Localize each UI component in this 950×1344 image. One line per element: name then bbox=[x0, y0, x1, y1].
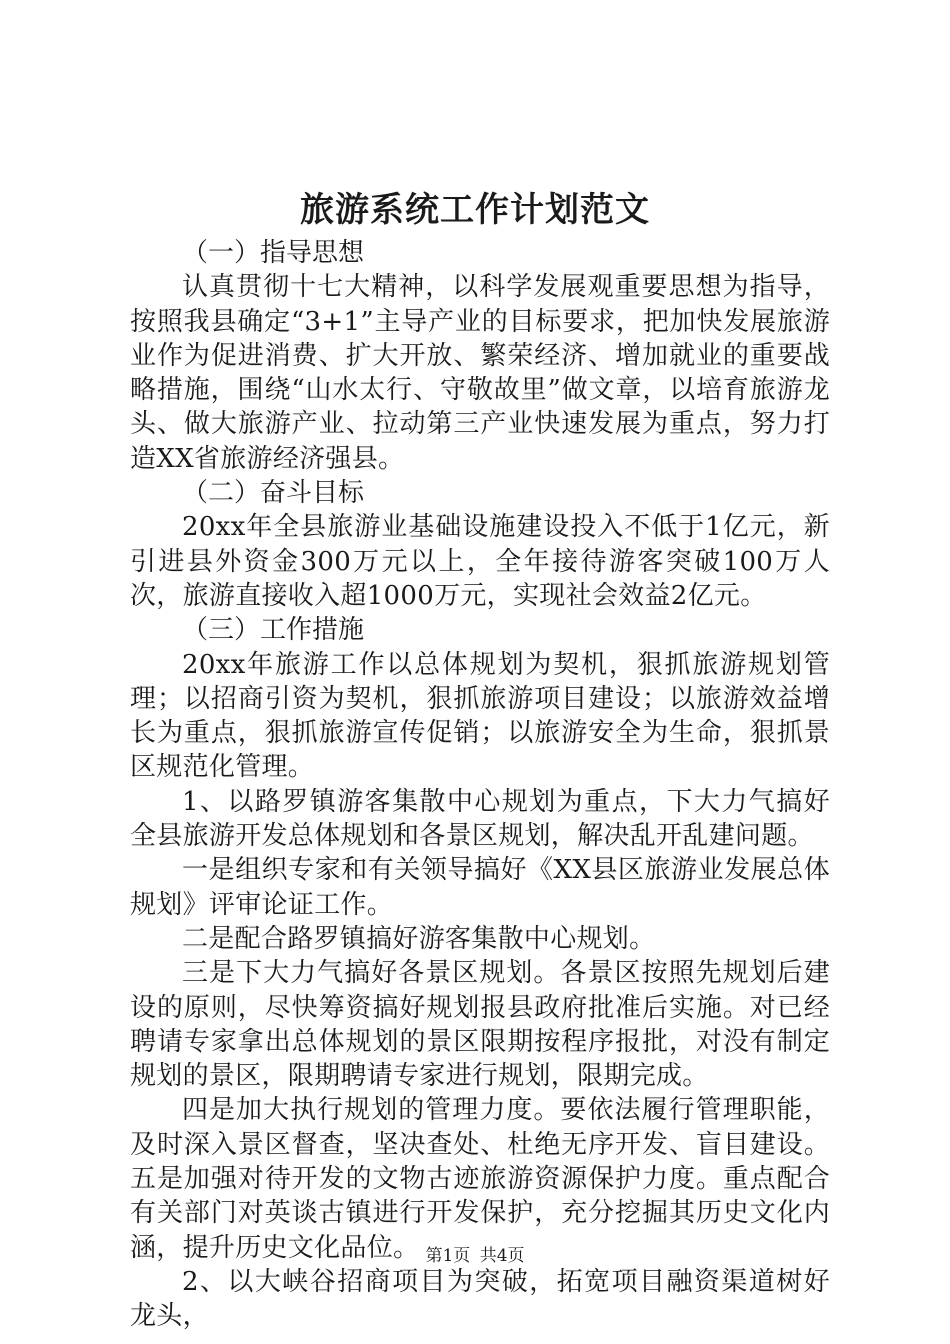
document-body bbox=[130, 236, 830, 1334]
paragraph: 2、以大峡谷招商项目为突破，拓宽项目融资渠道树好龙头， bbox=[130, 1266, 830, 1332]
paragraph: 20xx年旅游工作以总体规划为契机，狠抓旅游规划管理；以招商引资为契机，狠抓旅游项目建设；以旅游效益增长为重点，狠抓旅游宣传促销；以旅游安全为生命，狠抓景区规范化管理。 bbox=[130, 649, 830, 783]
document-title: 旅游系统工作计划范文 bbox=[300, 190, 650, 230]
paragraph: 四是加大执行规划的管理力度。要依法履行管理职能，及时深入景区督查，坚决查处、杜绝无序开发、盲目建设。五是加强对待开发的文物古迹旅游资源保护力度。重点配合有关部门对英谈古镇进行开发保护，充分挖掘其历史文化内涵，提升历史文化品位。 bbox=[130, 1095, 830, 1263]
section-heading: （二）奋斗目标 bbox=[182, 478, 365, 509]
section-heading: （一）指导思想 bbox=[182, 238, 365, 268]
paragraph: 认真贯彻十七大精神，以科学发展观重要思想为指导，按照我县确定“3+1”主导产业的目标要求，把加快发展旅游业作为促进消费、扩大开放、繁荣经济、增加就业的重要战略措施，围绕“山水太行、守敬故里”做文章，以培育旅游龙头、做大旅游产业、拉动第三产业快速发展为重点，努力打造XX省旅游经济强县。 bbox=[130, 272, 830, 474]
page-footer bbox=[0, 1244, 950, 1268]
paragraph: 二是配合路罗镇搞好游客集散中心规划。 bbox=[182, 923, 656, 954]
paragraph: 1、以路罗镇游客集散中心规划为重点，下大力气搞好全县旅游开发总体规划和各景区规划，解决乱开乱建问题。 bbox=[130, 786, 830, 852]
section-heading: （三）工作措施 bbox=[182, 615, 365, 646]
paragraph: 三是下大力气搞好各景区规划。各景区按照先规划后建设的原则，尽快筹资搞好规划报县政府批准后实施。对已经聘请专家拿出总体规划的景区限期按程序报批，对没有制定规划的景区，限期聘请专家进行规划，限期完成。 bbox=[130, 958, 830, 1092]
paragraph: 一是组织专家和有关领导搞好《XX县区旅游业发展总体规划》评审论证工作。 bbox=[130, 855, 830, 920]
paragraph: 20xx年全县旅游业基础设施建设投入不低于1亿元，新引进县外资金300万元以上，全年接待游客突破100万人次，旅游直接收入超1000万元，实现社会效益2亿元。 bbox=[130, 512, 830, 611]
page-number: 第1页 bbox=[425, 1246, 471, 1266]
page-total: 共4页 bbox=[479, 1246, 525, 1266]
